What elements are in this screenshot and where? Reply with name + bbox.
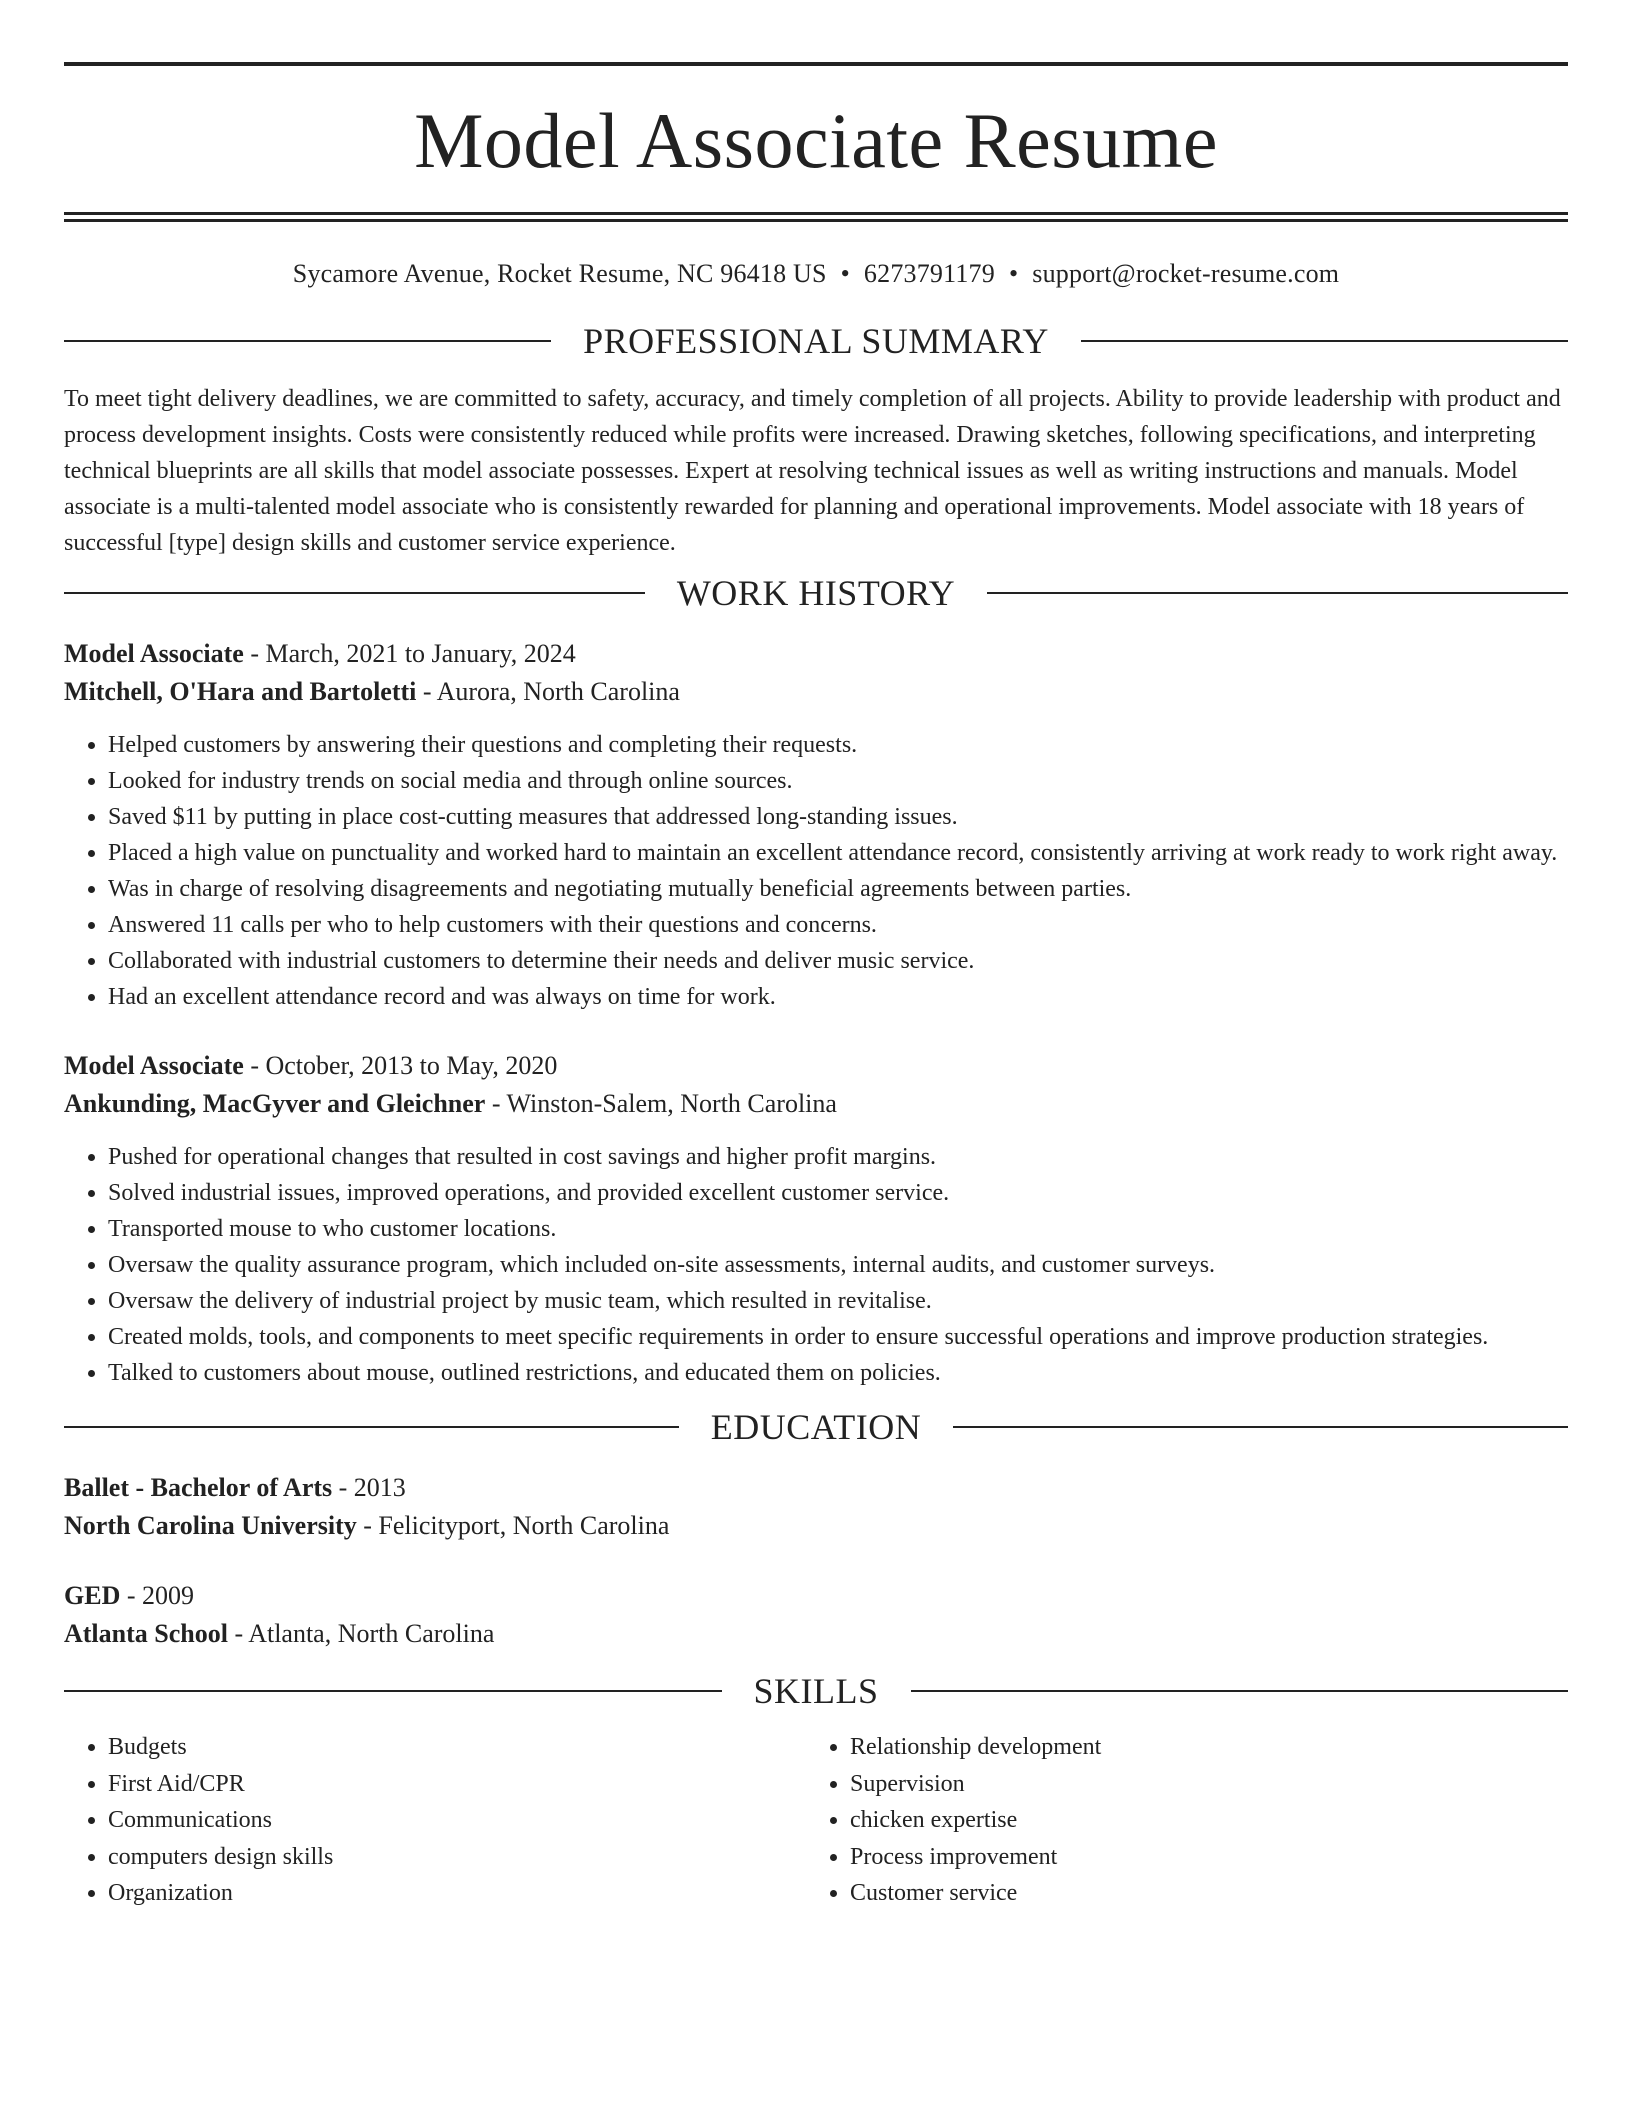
skill-item: • First Aid/CPR [108, 1766, 806, 1803]
education-degree-line [64, 1469, 1568, 1507]
job-company: Ankunding, MacGyver and Gleichner [64, 1089, 486, 1119]
skill-item: • Process improvement [850, 1839, 1548, 1876]
job-entry [64, 1047, 1568, 1391]
job-dates: - March, 2021 to January, 2024 [243, 639, 576, 669]
job-bullet: • Talked to customers about mouse, outlined restrictions, and educated them on policies. [108, 1355, 1568, 1391]
education-school: Atlanta School [64, 1619, 228, 1649]
heading-rule [64, 340, 551, 342]
education-entry [64, 1469, 1568, 1545]
education-year: - 2009 [120, 1581, 195, 1611]
education-heading [64, 1407, 1568, 1448]
heading-rule [953, 1426, 1568, 1428]
job-bullet: • Solved industrial issues, improved operations, and provided excellent customer service. [108, 1175, 1568, 1211]
work-history-heading-text: WORK HISTORY [676, 573, 956, 614]
education-degree: Ballet - Bachelor of Arts [64, 1473, 333, 1503]
heading-rule [64, 592, 645, 594]
job-bullet: • Collaborated with industrial customers to determine their needs and deliver music service. [108, 943, 1568, 979]
skills-list-left [64, 1729, 806, 1912]
education-degree: GED [64, 1581, 121, 1611]
education-school-line [64, 1507, 1568, 1545]
education-location: - Felicityport, North Carolina [356, 1511, 670, 1541]
work-history-heading [64, 573, 1568, 614]
job-location: - Aurora, North Carolina [416, 677, 680, 707]
skill-item: • Communications [108, 1802, 806, 1839]
heading-rule [1081, 340, 1568, 342]
contact-email: support@rocket-resume.com [1032, 259, 1340, 288]
skills-heading-text: SKILLS [753, 1671, 879, 1712]
skills-columns [64, 1729, 1568, 1912]
job-bullet: • Transported mouse to who customer locations. [108, 1211, 1568, 1247]
job-bullet: • Pushed for operational changes that resulted in cost savings and higher profit margins. [108, 1139, 1568, 1175]
contact-phone: 6273791179 [863, 259, 995, 288]
job-bullet: • Oversaw the quality assurance program, which included on-site assessments, internal audits, and customer surveys. [108, 1247, 1568, 1283]
title-double-rule [64, 212, 1568, 222]
job-location: - Winston-Salem, North Carolina [485, 1089, 837, 1119]
job-bullet-list [64, 727, 1568, 1015]
skill-item: • Budgets [108, 1729, 806, 1766]
job-title-line [64, 635, 1568, 673]
job-title-line [64, 1047, 1568, 1085]
summary-heading-text: PROFESSIONAL SUMMARY [583, 321, 1049, 362]
job-bullet: • Was in charge of resolving disagreements and negotiating mutually beneficial agreements between parties. [108, 871, 1568, 907]
contact-separator: • [840, 259, 850, 288]
contact-line [64, 258, 1568, 289]
skills-list-right [806, 1729, 1548, 1912]
education-year: - 2013 [332, 1473, 406, 1503]
job-entry [64, 635, 1568, 1015]
job-bullet: • Answered 11 calls per who to help customers with their questions and concerns. [108, 907, 1568, 943]
heading-rule [987, 592, 1568, 594]
job-bullet-list [64, 1139, 1568, 1391]
job-bullet: • Placed a high value on punctuality and worked hard to maintain an excellent attendance record, consistently arriving at work ready to work right away. [108, 835, 1568, 871]
skill-item: • Relationship development [850, 1729, 1548, 1766]
education-heading-text: EDUCATION [710, 1407, 922, 1448]
job-dates: - October, 2013 to May, 2020 [243, 1051, 558, 1081]
skill-item: • Organization [108, 1875, 806, 1912]
skill-item: • Supervision [850, 1766, 1548, 1803]
skill-item: • Customer service [850, 1875, 1548, 1912]
education-degree-line [64, 1577, 1568, 1615]
education-entry [64, 1577, 1568, 1653]
job-title: Model Associate [64, 639, 244, 669]
summary-heading [64, 321, 1568, 362]
skill-item: • chicken expertise [850, 1802, 1548, 1839]
job-bullet: • Had an excellent attendance record and was always on time for work. [108, 979, 1568, 1015]
education-school: North Carolina University [64, 1511, 357, 1541]
job-bullet: • Looked for industry trends on social media and through online sources. [108, 763, 1568, 799]
job-company: Mitchell, O'Hara and Bartoletti [64, 677, 417, 707]
heading-rule [64, 1690, 722, 1692]
skills-heading [64, 1671, 1568, 1712]
contact-address: Sycamore Avenue, Rocket Resume, NC 96418 US [292, 259, 827, 288]
contact-separator: • [1008, 259, 1019, 288]
job-bullet: • Helped customers by answering their questions and completing their requests. [108, 727, 1568, 763]
education-location: - Atlanta, North Carolina [227, 1619, 495, 1649]
skill-item: • computers design skills [108, 1839, 806, 1876]
job-company-line [64, 673, 1568, 711]
summary-text: To meet tight delivery deadlines, we are committed to safety, accuracy, and timely completion of all projects. Ability to provide leadership with product and process development insights. Costs were consistently reduced while profits were increased. Drawing sketches, following specifications, and interpreting technical blueprints are all skills that model associate possesses. Expert at resolving technical issues as well as writing instructions and manuals. Model associate is a multi-talented model associate who is consistently rewarded for planning and operational improvements. Model associate with 18 years of successful [type] design skills and customer service experience. [64, 386, 1561, 557]
top-rule [64, 62, 1568, 66]
job-company-line [64, 1085, 1568, 1123]
job-bullet: • Created molds, tools, and components to meet specific requirements in order to ensure successful operations and improve production strategies. [108, 1319, 1568, 1355]
education-school-line [64, 1615, 1568, 1653]
heading-rule [64, 1426, 679, 1428]
heading-rule [911, 1690, 1569, 1692]
job-bullet: • Saved $11 by putting in place cost-cutting measures that addressed long-standing issues. [108, 799, 1568, 835]
job-title: Model Associate [64, 1051, 244, 1081]
job-bullet: • Oversaw the delivery of industrial project by music team, which resulted in revitalise. [108, 1283, 1568, 1319]
resume-title: Model Associate Resume [414, 97, 1218, 184]
